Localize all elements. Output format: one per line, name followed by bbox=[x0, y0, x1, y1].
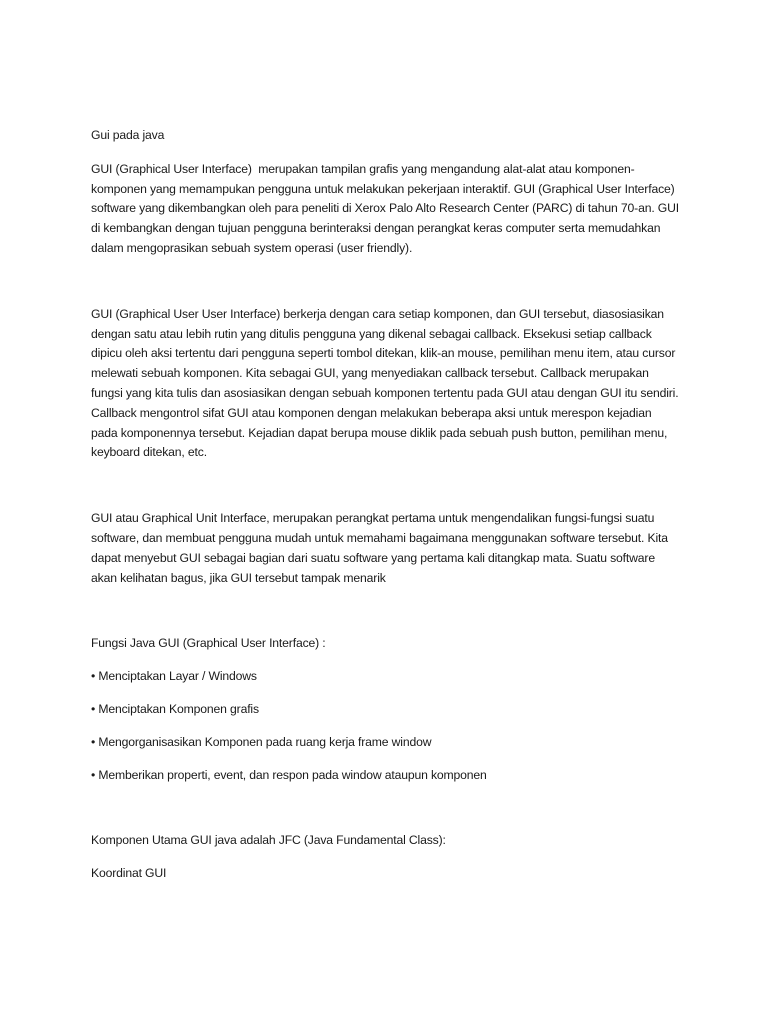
function-item: • Menciptakan Layar / Windows bbox=[91, 669, 257, 684]
function-item: • Menciptakan Komponen grafis bbox=[91, 701, 259, 716]
document-body bbox=[91, 126, 681, 884]
function-item: • Memberikan properti, event, dan respon pada window ataupun komponen bbox=[91, 767, 487, 782]
function-item: • Mengorganisasikan Komponen pada ruang kerja frame window bbox=[91, 734, 432, 749]
document-title: Gui pada java bbox=[91, 128, 165, 142]
paragraph-callback: GUI (Graphical User User Interface) berkerja dengan cara setiap komponen, dan GUI tersebut, diasosiasikan dengan satu atau lebih rutin yang ditulis pengguna yang dikenal sebagai callback. Eksekusi setiap callback dipicu oleh aksi tertentu dari pengguna seperti tombol ditekan, klik-an mouse, pemilihan menu item, atau cursor melewati sebuah komponen. Kita sebagai GUI, yang menyediakan callback tersebut. Callback merupakan fungsi yang kita tulis dan asosiasikan dengan sebuah komponen tertentu pada GUI atau dengan GUI itu sendiri. Callback mengontrol sifat GUI atau komponen dengan melakukan beberapa aksi untuk merespon kejadian pada komponennya tersebut. Kejadian dapat berupa mouse diklik pada sebuah push button, pemilihan menu, keyboard ditekan, etc. bbox=[91, 306, 682, 460]
functions-heading: Fungsi Java GUI (Graphical User Interface) : bbox=[91, 636, 326, 651]
components-heading: Komponen Utama GUI java adalah JFC (Java Fundamental Class): bbox=[91, 833, 446, 848]
coordinate-heading: Koordinat GUI bbox=[91, 866, 167, 881]
paragraph-definition: GUI atau Graphical Unit Interface, merupakan perangkat pertama untuk mengendalikan fungsi-fungsi suatu software, dan membuat pengguna mudah untuk memahami bagaimana menggunakan software tersebut. Kita dapat menyebut GUI sebagai bagian dari suatu software yang pertama kali ditangkap mata. Suatu software akan kelihatan bagus, jika GUI tersebut tampak menarik bbox=[91, 511, 672, 585]
paragraph-intro: GUI (Graphical User Interface) merupakan tampilan grafis yang mengandung alat-alat atau komponen-komponen yang memampukan pengguna untuk melakukan pekerjaan interaktif. GUI (Graphical User Interface) software yang dikembangkan oleh para peneliti di Xerox Palo Alto Research Center (PARC) di tahun 70-an. GUI di kembangkan dengan tujuan pengguna berinteraksi dengan perangkat keras computer serta memudahkan dalam mengoprasikan sebuah system operasi (user friendly). bbox=[91, 161, 683, 255]
